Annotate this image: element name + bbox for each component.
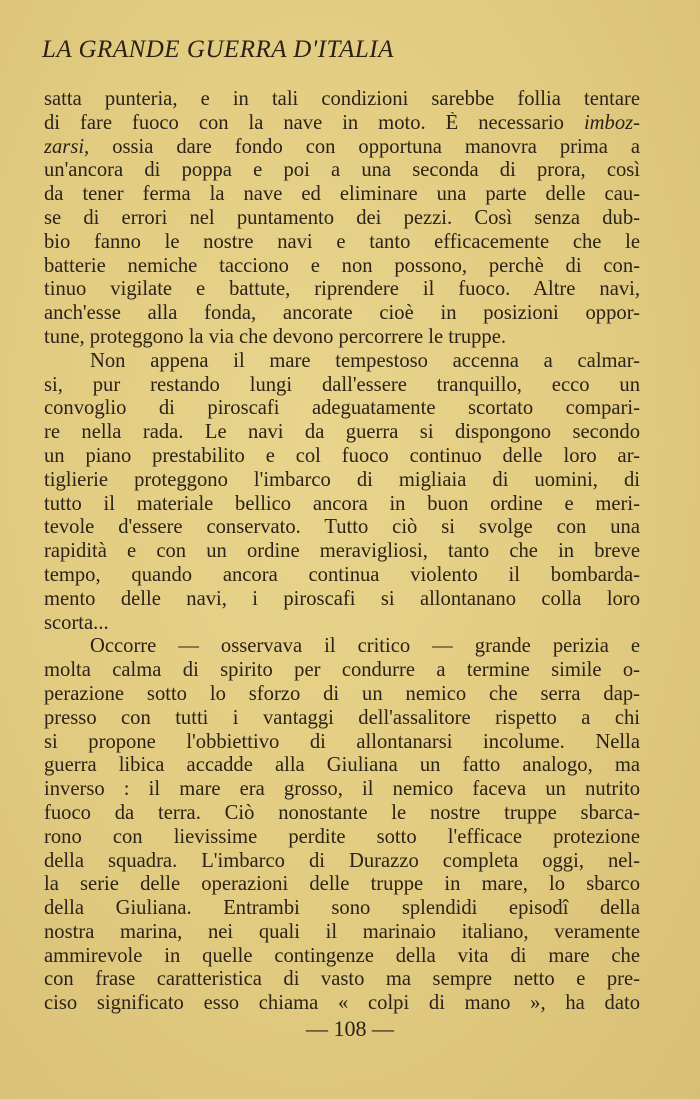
text-line: se di errori nel puntamento dei pezzi. Così senza dub- — [44, 206, 640, 229]
text-line: un piano prestabilito e col fuoco continuo delle loro ar- — [44, 444, 640, 467]
text-fragment: ossia dare fondo con opportuna manovra prima a — [112, 135, 640, 158]
text-line: anch'esse alla fonda, ancorate cioè in posizioni oppor- — [44, 302, 640, 325]
running-title: LA GRANDE GUERRA D'ITALIA — [42, 36, 394, 63]
text-line: presso con tutti i vantaggi dell'assalitore rispetto a chi — [44, 706, 640, 729]
text-line: si, pur restando lungi dall'essere tranquillo, ecco un — [44, 373, 640, 396]
text-line: con frase caratteristica di vasto ma sempre netto e pre- — [44, 968, 640, 991]
text-line: tempo, quando ancora continua violento il bombarda- — [44, 563, 640, 586]
text-line: rono con lievissime perdite sotto l'efficace protezione — [44, 825, 640, 848]
text-line: un'ancora di poppa e poi a una seconda di prora, così — [44, 159, 640, 182]
text-line: si propone l'obbiettivo di allontanarsi incolume. Nella — [44, 730, 640, 753]
text-line: scorta... — [44, 611, 109, 634]
text-line: Non appena il mare tempestoso accenna a calmar- — [90, 349, 640, 372]
text-line: ciso significato esso chiama « colpi di mano », ha dato — [44, 992, 640, 1015]
text-line: convoglio di piroscafi adeguatamente scortato compari- — [44, 397, 640, 420]
text-line: molta calma di spirito per condurre a termine simile o- — [44, 659, 640, 682]
italic-word: zarsi, — [44, 135, 90, 158]
text-line: tutto il materiale bellico ancora in buon ordine e meri- — [44, 492, 640, 515]
text-line: nostra marina, nei quali il marinaio italiano, veramente — [44, 920, 640, 943]
text-line: ammirevole in quelle contingenze della vita di mare che — [44, 944, 640, 967]
text-line: della Giuliana. Entrambi sono splendidi episodî della — [44, 897, 640, 920]
text-line: rapidità e con un ordine meravigliosi, tanto che in breve — [44, 540, 640, 563]
text-line: tiglierie proteggono l'imbarco di migliaia di uomini, di — [44, 468, 640, 491]
text-line: la serie delle operazioni delle truppe in mare, lo sbarco — [44, 873, 640, 896]
text-line: della squadra. L'imbarco di Durazzo completa oggi, nel- — [44, 849, 640, 872]
text-line: tinuo vigilate e battute, riprendere il fuoco. Altre navi, — [44, 278, 640, 301]
text-line: Occorre — osservava il critico — grande perizia e — [90, 635, 640, 658]
text-line: tune, proteggono la via che devono percorrere le truppe. — [44, 325, 507, 348]
page-number: — 108 — — [306, 1016, 394, 1041]
text-line — [44, 112, 640, 136]
text-line: satta punteria, e in tali condizioni sarebbe follia tentare — [44, 88, 640, 110]
text-line: batterie nemiche tacciono e non possono, perchè di con- — [44, 254, 640, 277]
text-line: inverso : il mare era grosso, il nemico faceva un nutrito — [44, 778, 640, 801]
text-line: mento delle navi, i piroscafi si allontanano colla loro — [44, 587, 640, 610]
text-line: re nella rada. Le navi da guerra si dispongono secondo — [44, 421, 640, 444]
text-line — [44, 136, 640, 160]
text-line: da tener ferma la nave ed eliminare una parte delle cau- — [44, 183, 640, 206]
text-fragment: di fare fuoco con la nave in moto. È necessario — [44, 111, 564, 134]
text-line: guerra libica accadde alla Giuliana un fatto analogo, ma — [44, 754, 640, 777]
text-line: fuoco da terra. Ciò nonostante le nostre truppe sbarca- — [44, 801, 640, 824]
text-line: tevole d'essere conservato. Tutto ciò si svolge con una — [44, 516, 640, 539]
text-line: bio fanno le nostre navi e tanto efficacemente che le — [44, 230, 640, 253]
italic-word: imboz- — [583, 111, 640, 134]
body-text — [44, 88, 640, 1016]
text-line: perazione sotto lo sforzo di un nemico che serra dap- — [44, 682, 640, 705]
